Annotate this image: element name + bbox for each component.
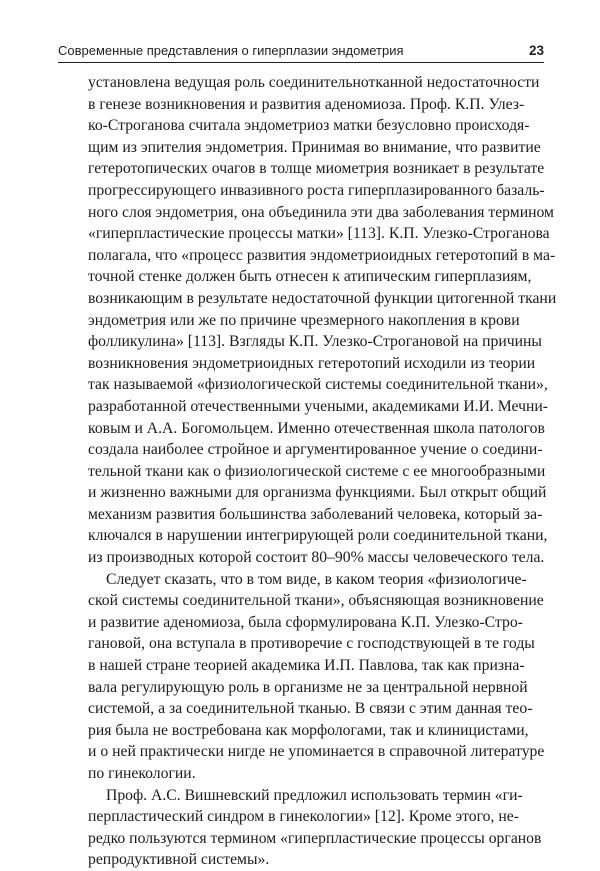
text-line: так называемой «физиологической системы соединительной ткани», xyxy=(88,376,548,394)
running-header xyxy=(58,38,544,63)
text-line: точной стенке должен быть отнесен к атипическим гиперплазиям, xyxy=(88,268,532,286)
text-line: перпластический синдром в гинекологии» [12]. Кроме этого, не- xyxy=(88,808,519,826)
text-line: ской системы соединительной ткани», объясняющая возникновение xyxy=(88,592,544,610)
text-line: эндометрия или же по причине чрезмерного накопления в крови xyxy=(88,311,520,329)
text-line: «гиперпластические процессы матки» [113]. К.П. Улезко-Строганова xyxy=(88,225,550,243)
text-line: по гинекологии. xyxy=(88,765,196,782)
text-line: Следует сказать, что в том виде, в каком теория «физиологиче- xyxy=(106,570,527,588)
text-line: ковым и А.А. Богомольцем. Именно отечественная школа патологов xyxy=(88,419,545,437)
text-line: возникающим в результате недостаточной функции цитогенной ткани xyxy=(88,289,557,307)
text-line: репродуктивной системы». xyxy=(88,851,270,869)
text-line: гетеротопических очагов в толще миометрия возникает в результате xyxy=(88,160,545,178)
running-title: Современные представления о гиперплазии эндометрия xyxy=(58,43,404,58)
page-number: 23 xyxy=(528,43,544,58)
text-line: в нашей стране теорией академика И.П. Павлова, так как призна- xyxy=(88,657,525,675)
paragraph-hyperplastic-syndrome xyxy=(88,785,542,871)
text-line: и развитие аденомиоза, была сформулирована К.П. Улезко-Стро- xyxy=(88,613,523,631)
text-line: создала наиболее стройное и аргументированное учение о соедини- xyxy=(88,441,543,459)
text-line: прогрессирующего инвазивного роста гиперплазированного базаль- xyxy=(88,181,545,199)
text-line: рия была не востребована как морфологами, так и клиницистами, xyxy=(88,721,529,739)
paragraph-adenomyosis-genesis xyxy=(88,72,557,569)
text-line: фолликулина» [113]. Взгляды К.П. Улезко-Строгановой на причины xyxy=(88,333,542,351)
text-line: системой, а за соединительной тканью. В связи с этим данная тео- xyxy=(88,700,533,718)
text-line: и о ней практически нигде не упоминается в справочной литературе xyxy=(88,743,545,761)
text-line: Проф. А.С. Вишневский предложил использовать термин «ги- xyxy=(106,786,523,804)
text-line: ного слоя эндометрия, она объединила эти два заболевания термином xyxy=(88,203,554,221)
text-line: механизм развития большинства заболеваний человека, который за- xyxy=(88,505,543,523)
text-line: установлена ведущая роль соединительнотканной недостаточности xyxy=(88,74,540,91)
text-line: тельной ткани как о физиологической системе с ее многообразными xyxy=(88,462,546,480)
text-line: вала регулирующую роль в организме не за центральной нервной xyxy=(88,678,528,696)
text-line: в генезе возникновения и развития аденомиоза. Проф. К.П. Улез- xyxy=(88,95,525,113)
text-line: редко пользуются термином «гиперпластические процессы органов xyxy=(88,829,542,847)
body-text xyxy=(88,72,557,871)
text-line: и жизненно важными для организма функциями. Был открыт общий xyxy=(88,484,547,502)
text-line: разработанной отечественными учеными, академиками И.И. Мечни- xyxy=(88,397,548,415)
text-line: полагала, что «процесс развития эндометриоидных гетеротопий в ма- xyxy=(88,246,556,264)
text-line: гановой, она вступала в противоречие с господствующей в те годы xyxy=(88,635,535,653)
paragraph-connective-tissue-theory xyxy=(88,569,545,785)
text-line: щим из эпителия эндометрия. Принимая во внимание, что развитие xyxy=(88,138,541,156)
text-line: ключался в нарушении интегрирующей роли соединительной ткани, xyxy=(88,527,548,545)
text-line: из производных которой состоит 80–90% массы человеческого тела. xyxy=(88,549,545,567)
text-line: возникновения эндометриоидных гетеротопий исходили из теории xyxy=(88,354,536,372)
text-line: ко-Строганова считала эндометриоз матки безусловно происходя- xyxy=(88,117,530,135)
